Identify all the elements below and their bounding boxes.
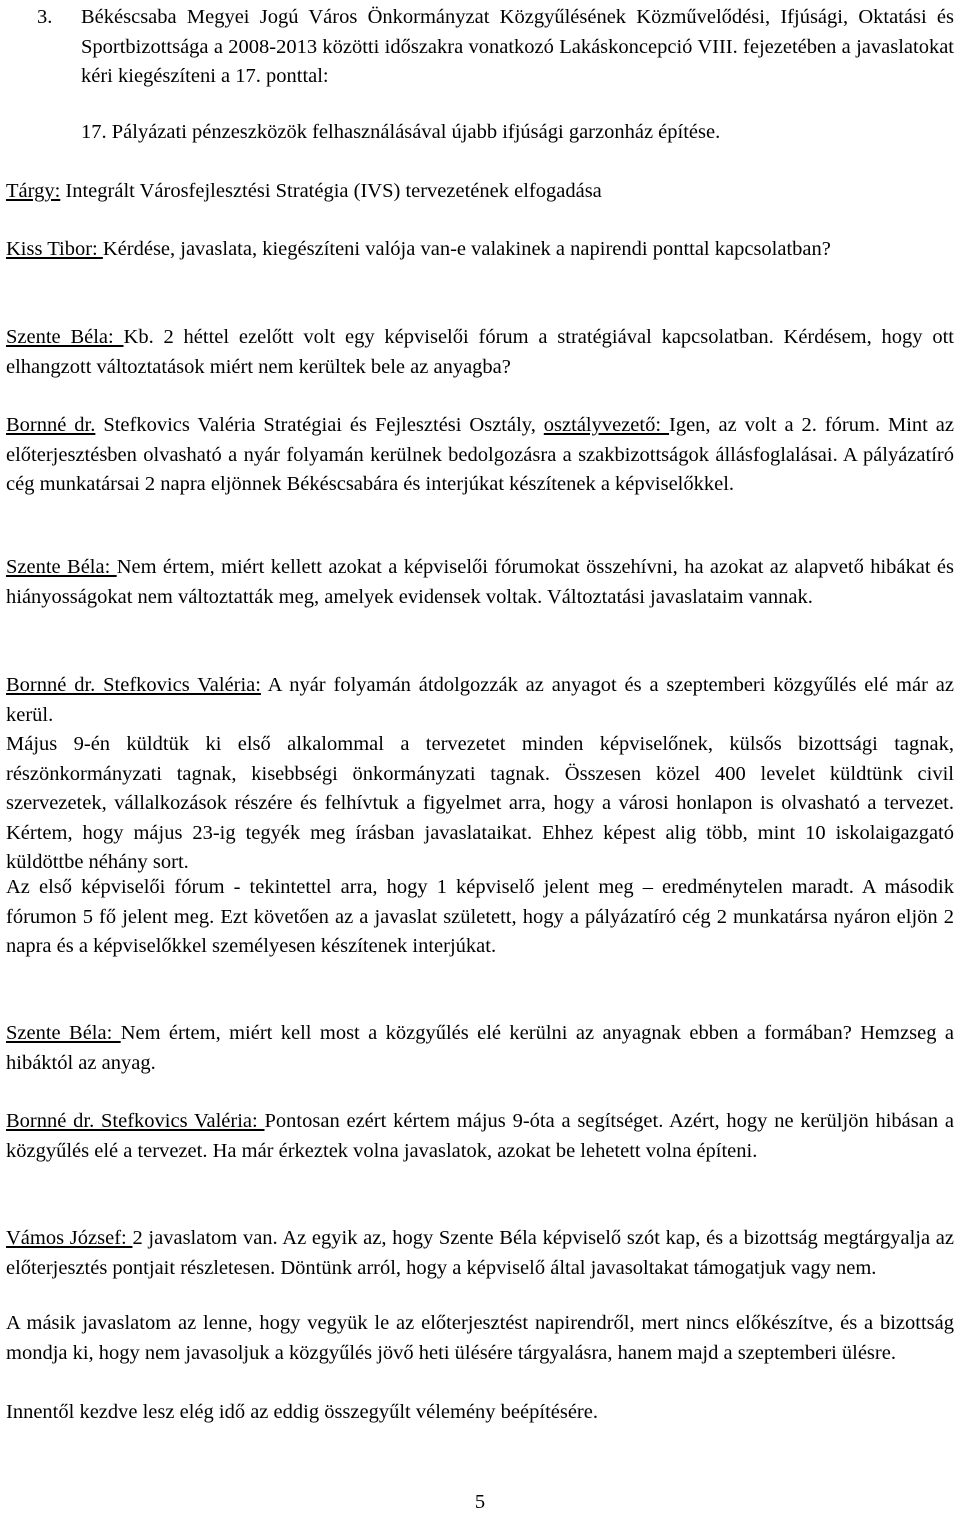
speaker-role: osztályvezető: [543, 414, 669, 436]
speaker-title: Stefkovics Valéria Stratégiai és Fejlesztési Osztály, [95, 414, 544, 436]
speaker-name: Bornné dr. Stefkovics Valéria: [6, 674, 261, 696]
paragraph-vamos-jozsef [6, 1224, 954, 1283]
subject-label: Tárgy: [6, 180, 61, 202]
paragraph-text: Május 9-én küldtük ki első alkalommal a tervezetet minden képviselőnek, külsős bizottsági tagnak, részönkormányzati tagnak, kisebbségi önkormányzati tagnak. Összesen közel 400 levelet küldtünk civil szervezetek, vállalkozások részére és felhívtuk a figyelmet arra, hogy a városi honlapon is olvasható a tervezet. Kértem, hogy május 23-ig tegyék meg írásban javaslataikat. Ehhez képest alig több, mint 10 iskolaigazgató küldöttbe néhány sort. [6, 733, 954, 873]
subject-text: Integrált Városfejlesztési Stratégia (IVS) tervezetének elfogadása [60, 180, 602, 202]
paragraph-text: A másik javaslatom az lenne, hogy vegyük le az előterjesztést napirendről, mert nincs előkészítve, és a bizottság mondja ki, hogy nem javasoljuk a közgyűlés jövő heti ülésére tárgyalásra, hanem majd a szeptemberi ülésre. [6, 1312, 954, 1364]
speaker-name: Bornné dr. Stefkovics Valéria: [6, 1110, 265, 1132]
paragraph-szente-bela-2 [6, 553, 954, 612]
list-item-number: 3. [37, 6, 53, 28]
paragraph-text: Pontosan ezért kértem május 9-óta a segítséget. Azért, hogy ne kerüljön hibásan a közgyűlés elé a tervezet. Ha már érkeztek volna javaslatok, azokat be lehetett volna építeni. [6, 1110, 954, 1162]
speaker-name: Szente Béla: [6, 1022, 121, 1044]
proposal-text: 17. Pályázati pénzeszközök felhasználásával újabb ifjúsági garzonház építése. [81, 121, 721, 143]
list-item-text: Békéscsaba Megyei Jogú Város Önkormányzat Közgyűlésének Közművelődési, Ifjúsági, Oktatási és Sportbizottsága a 2008-2013 közötti időszakra vonatkozó Lakáskoncepció VIII. fejezetében a javaslatokat kéri kiegészíteni a 17. ponttal: [81, 6, 954, 87]
paragraph-szente-bela-3 [6, 1019, 954, 1078]
paragraph-first-forum [6, 873, 954, 962]
paragraph-bornne-2 [6, 671, 954, 730]
paragraph-text: Nem értem, miért kellett azokat a képviselői fórumokat összehívni, ha azokat az alapvető hibákat és hiányosságokat nem változtatták meg, amelyek evidensek voltak. Változtatási javaslataim vannak. [6, 556, 955, 608]
paragraph-text: Innentől kezdve lesz elég idő az eddig összegyűlt vélemény beépítésére. [6, 1401, 598, 1423]
proposal-17 [81, 118, 954, 148]
paragraph-text: Az első képviselői fórum - tekintettel arra, hogy 1 képviselő jelent meg – eredménytelen maradt. A második fórumon 5 fő jelent meg. Ezt követően az a javaslat született, hogy a pályázatíró cég 2 munkatársa nyáron eljön 2 napra és a képviselőkkel személyesen készítenek interjúkat. [6, 876, 954, 957]
paragraph-text: Kérdése, javaslata, kiegészíteni valója van-e valakinek a napirendi ponttal kapcsolatban? [102, 238, 831, 260]
speaker-name: Szente Béla: [6, 326, 124, 348]
speaker-name: Bornné dr. [6, 414, 96, 436]
paragraph-text: Igen, az volt a 2. fórum. Mint az előterjesztésben olvasható a nyár folyamán kerülnek bedolgozásra a szakbizottságok állásfoglalásai. A pályázatíró cég munkatársai 2 napra eljönnek Békéscsabára és interjúkat készítenek a képviselőkkel. [6, 414, 955, 495]
subject-line [6, 177, 954, 207]
speaker-name: Vámos József: [6, 1227, 133, 1249]
speaker-name: Szente Béla: [6, 556, 117, 578]
paragraph-text: A nyár folyamán átdolgozzák az anyagot és a szeptemberi közgyűlés elé már az kerül. [6, 674, 954, 726]
paragraph-closing [6, 1398, 954, 1428]
paragraph-may-9 [6, 730, 954, 878]
paragraph-bornne-3 [6, 1107, 954, 1166]
paragraph-text: 2 javaslatom van. Az egyik az, hogy Szente Béla képviselő szót kap, és a bizottság megtárgyalja az előterjesztés pontjait részletesen. Döntünk arról, hogy a képviselő által javasoltakat támogatjuk vagy nem. [6, 1227, 954, 1279]
paragraph-second-proposal [6, 1309, 954, 1368]
paragraph-text: Nem értem, miért kell most a közgyűlés elé kerülni az anyagnak ebben a formában? Hemzseg a hibáktól az anyag. [6, 1022, 954, 1074]
paragraph-szente-bela-1 [6, 323, 954, 382]
speaker-name: Kiss Tibor: [6, 238, 103, 260]
paragraph-kiss-tibor [6, 235, 954, 265]
paragraph-text: Kb. 2 héttel ezelőtt volt egy képviselői fórum a stratégiával kapcsolatban. Kérdésem, hogy ott elhangzott változtatások miért nem kerültek bele az anyagba? [6, 326, 954, 378]
paragraph-bornne-1 [6, 411, 954, 500]
page-number: 5 [474, 1491, 486, 1513]
